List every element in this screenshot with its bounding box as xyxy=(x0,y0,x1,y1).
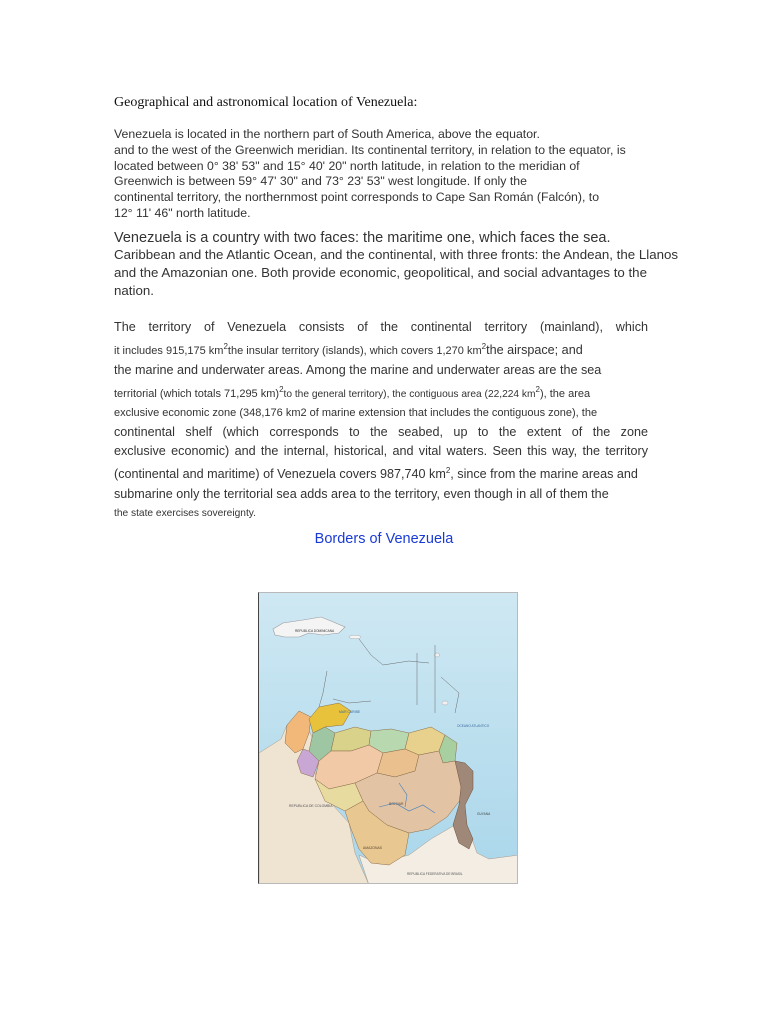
territory-text: the airspace; and xyxy=(486,343,583,358)
two-faces-line: nation. xyxy=(114,283,154,298)
page-heading: Geographical and astronomical location of Venezuela: xyxy=(114,95,418,110)
two-faces-paragraph xyxy=(114,229,714,300)
territory-text: territorial (which totals 71,295 km) xyxy=(114,388,280,401)
section-title: Borders of Venezuela xyxy=(314,531,454,547)
location-line: continental territory, the northernmost point corresponds to Cape San Román (Falcón), to xyxy=(114,190,600,205)
territory-line: continental shelf (which corresponds to the seabed, up to the extent of the zone xyxy=(114,425,648,440)
island-shape xyxy=(442,701,448,705)
territory-text: , since from the marine areas and xyxy=(450,467,638,482)
location-line: 12° 11' 46" north latitude. xyxy=(114,205,251,220)
territory-text: the insular territory (islands), which covers 1,270 km xyxy=(227,345,482,358)
two-faces-line: and the Amazonian one. Both provide economic, geopolitical, and social advantages to the xyxy=(114,265,647,280)
island-shape xyxy=(349,635,361,639)
location-line: Venezuela is located in the northern part of South America, above the equator. xyxy=(114,127,540,141)
map-label-oceano: OCEANO ATLANTICO xyxy=(457,724,490,728)
two-faces-line: Caribbean and the Atlantic Ocean, and the continental, with three fronts: the Andean, the Llanos xyxy=(114,247,679,262)
location-line: located between 0° 38' 53" and 15° 40' 20" north latitude, in relation to the meridian of xyxy=(114,158,580,173)
territory-line xyxy=(114,461,684,484)
territory-text: to the general territory), the contiguous area (22,224 km xyxy=(283,389,536,401)
superscript: 2 xyxy=(445,466,451,476)
territory-text: it includes 915,175 km xyxy=(114,345,224,358)
territory-line: exclusive economic) and the internal, historical, and vital waters. Seen this way, the territory xyxy=(114,444,648,459)
superscript: 2 xyxy=(535,385,540,395)
territory-paragraph xyxy=(114,318,684,523)
territory-line: exclusive economic zone (348,176 km2 of marine extension that includes the contiguous zone), the xyxy=(114,407,598,420)
map-label-bolivar: BOLIVAR xyxy=(389,802,404,806)
territory-line: submarine only the territorial sea adds area to the territory, even though in all of them the xyxy=(114,486,609,501)
territory-line xyxy=(114,380,684,404)
map-label-guyana: GUYANA xyxy=(477,812,491,816)
superscript: 2 xyxy=(279,385,284,395)
superscript: 2 xyxy=(481,342,487,351)
territory-line xyxy=(114,337,684,361)
map-label-mar-caribe: MAR CARIBE xyxy=(339,710,361,714)
territory-line: the marine and underwater areas. Among the marine and underwater areas are the sea xyxy=(114,363,602,378)
territory-line: the state exercises sovereignty. xyxy=(114,507,256,519)
location-line: and to the west of the Greenwich meridian. Its continental territory, in relation to the equator, is xyxy=(114,142,626,157)
territory-text: ), the area xyxy=(539,388,591,401)
map-label-amazonas: AMAZONAS xyxy=(363,846,383,850)
territory-line: The territory of Venezuela consists of the continental territory (mainland), which xyxy=(114,320,648,334)
territory-text: (continental and maritime) of Venezuela covers 987,740 km xyxy=(114,467,446,482)
map-graphic xyxy=(259,593,518,884)
superscript: 2 xyxy=(223,342,228,351)
map-label-dominicana: REPUBLICA DOMINICANA xyxy=(295,629,335,633)
map-label-brasil: REPUBLICA FEDERATIVA DE BRASIL xyxy=(407,872,463,876)
two-faces-line: Venezuela is a country with two faces: the maritime one, which faces the sea. xyxy=(114,230,611,246)
map-label-colombia: REPUBLICA DE COLOMBIA xyxy=(289,804,333,808)
location-paragraph xyxy=(114,127,654,222)
venezuela-map xyxy=(258,592,518,884)
location-line: Greenwich is between 59° 47' 30" and 73° 23' 53" west longitude. If only the xyxy=(114,174,527,189)
